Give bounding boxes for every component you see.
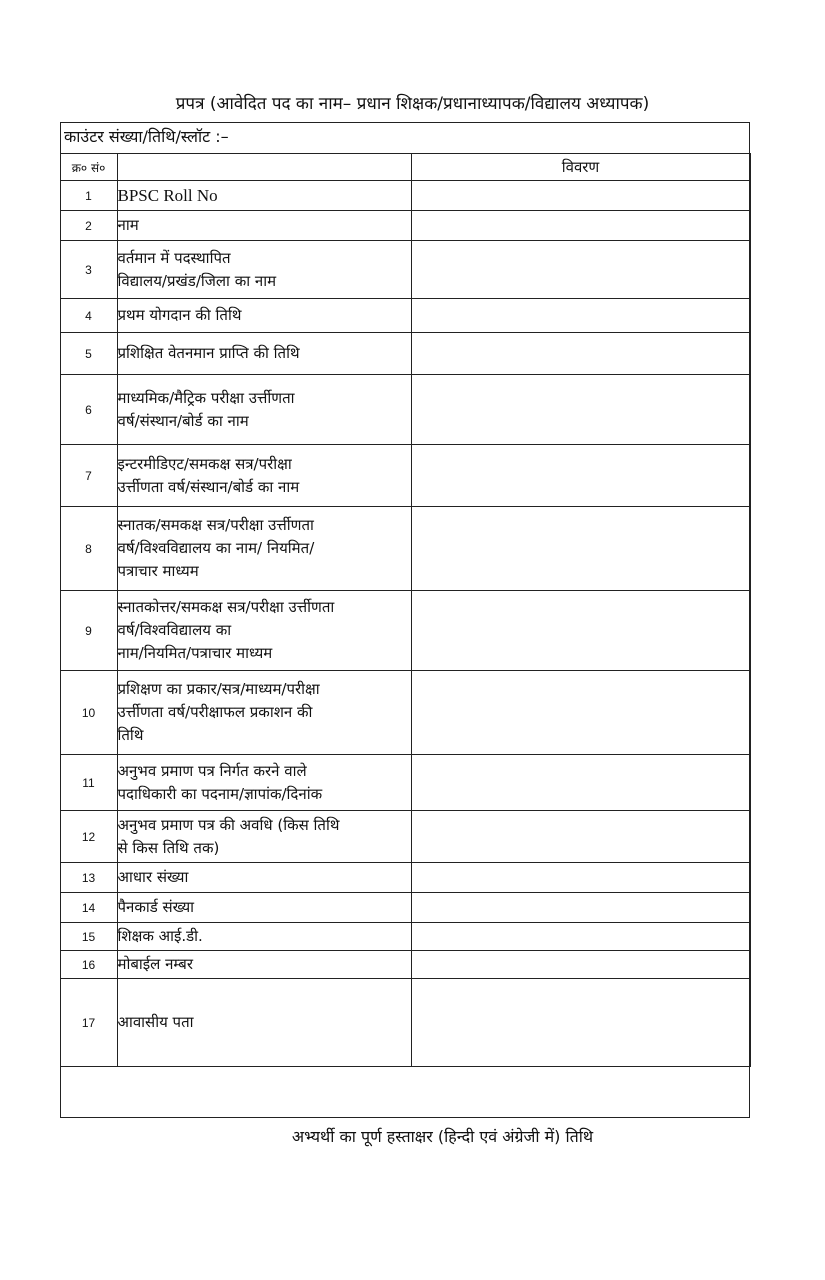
row-field-label: स्नातक/समकक्ष सत्र/परीक्षा उर्त्तीणता वर्ष/विश्वविद्यालय का नाम/ नियमित/ पत्राचार माध्यम (117, 507, 411, 591)
row-field-label: आधार संख्या (117, 863, 411, 893)
table-row (60, 893, 750, 923)
row-serial-number: 14 (60, 893, 117, 923)
row-field-label: इन्टरमीडिएट/समकक्ष सत्र/परीक्षा उर्त्तीणता वर्ष/संस्थान/बोर्ड का नाम (117, 445, 411, 507)
table-row (60, 863, 750, 893)
row-field-label: आवासीय पता (117, 979, 411, 1067)
field-label-header (117, 154, 411, 181)
details-table (60, 153, 751, 1067)
row-field-label: नाम (117, 211, 411, 241)
table-row (60, 333, 750, 375)
row-serial-number: 9 (60, 591, 117, 671)
row-value-cell[interactable] (411, 671, 750, 755)
row-field-label: पैनकार्ड संख्या (117, 893, 411, 923)
row-value-cell[interactable] (411, 211, 750, 241)
table-row (60, 811, 750, 863)
table-row (60, 671, 750, 755)
candidate-signature-line: अभ्यर्थी का पूर्ण हस्ताक्षर (हिन्दी एवं अंग्रेजी में) तिथि (291, 1127, 594, 1146)
row-value-cell[interactable] (411, 241, 750, 299)
row-serial-number: 15 (60, 923, 117, 951)
row-field-label: अनुभव प्रमाण पत्र निर्गत करने वाले पदाधिकारी का पदनाम/ज्ञापांक/दिनांक (117, 755, 411, 811)
table-row (60, 211, 750, 241)
table-row (60, 375, 750, 445)
row-value-cell[interactable] (411, 951, 750, 979)
row-value-cell[interactable] (411, 375, 750, 445)
row-value-cell[interactable] (411, 591, 750, 671)
row-value-cell[interactable] (411, 445, 750, 507)
row-value-cell[interactable] (411, 181, 750, 211)
row-serial-number: 5 (60, 333, 117, 375)
row-serial-number: 13 (60, 863, 117, 893)
row-value-cell[interactable] (411, 811, 750, 863)
row-value-cell[interactable] (411, 507, 750, 591)
row-field-label: माध्यमिक/मैट्रिक परीक्षा उर्त्तीणता वर्ष/संस्थान/बोर्ड का नाम (117, 375, 411, 445)
details-header: विवरण (411, 154, 750, 181)
row-value-cell[interactable] (411, 893, 750, 923)
row-serial-number: 8 (60, 507, 117, 591)
row-field-label: वर्तमान में पदस्थापित विद्यालय/प्रखंड/जिला का नाम (117, 241, 411, 299)
row-serial-number: 10 (60, 671, 117, 755)
row-serial-number: 16 (60, 951, 117, 979)
row-field-label: प्रथम योगदान की तिथि (117, 299, 411, 333)
row-serial-number: 6 (60, 375, 117, 445)
row-value-cell[interactable] (411, 863, 750, 893)
row-value-cell[interactable] (411, 299, 750, 333)
row-value-cell[interactable] (411, 755, 750, 811)
table-row (60, 507, 750, 591)
table-row (60, 241, 750, 299)
row-serial-number: 4 (60, 299, 117, 333)
row-field-label: शिक्षक आई.डी. (117, 923, 411, 951)
form-title: प्रपत्र (आवेदित पद का नाम– प्रधान शिक्षक/प्रधानाध्यापक/विद्यालय अध्यापक) (175, 94, 650, 114)
table-row (60, 979, 750, 1067)
row-field-label: स्नातकोत्तर/समकक्ष सत्र/परीक्षा उर्त्तीणता वर्ष/विश्वविद्यालय का नाम/नियमित/पत्राचार माध्यम (117, 591, 411, 671)
table-row (60, 591, 750, 671)
row-value-cell[interactable] (411, 923, 750, 951)
form-frame (60, 122, 750, 1118)
counter-slot-line: काउंटर संख्या/तिथि/स्लॉट :– (64, 127, 229, 146)
row-field-label: प्रशिक्षण का प्रकार/सत्र/माध्यम/परीक्षा उर्त्तीणता वर्ष/परीक्षाफल प्रकाशन की तिथि (117, 671, 411, 755)
row-serial-number: 12 (60, 811, 117, 863)
table-row (60, 951, 750, 979)
table-body (60, 181, 750, 1067)
row-serial-number: 3 (60, 241, 117, 299)
row-field-label: मोबाईल नम्बर (117, 951, 411, 979)
row-value-cell[interactable] (411, 979, 750, 1067)
row-field-label: अनुभव प्रमाण पत्र की अवधि (किस तिथि से किस तिथि तक) (117, 811, 411, 863)
table-row (60, 299, 750, 333)
row-serial-number: 7 (60, 445, 117, 507)
row-serial-number: 1 (60, 181, 117, 211)
serial-number-header: क्र० सं० (60, 154, 117, 181)
table-row (60, 923, 750, 951)
table-row (60, 755, 750, 811)
table-header-row (60, 154, 750, 181)
table-row (60, 445, 750, 507)
row-field-label: प्रशिक्षित वेतनमान प्राप्ति की तिथि (117, 333, 411, 375)
row-field-label: BPSC Roll No (117, 181, 411, 211)
row-serial-number: 17 (60, 979, 117, 1067)
table-row (60, 181, 750, 211)
row-serial-number: 11 (60, 755, 117, 811)
row-serial-number: 2 (60, 211, 117, 241)
row-value-cell[interactable] (411, 333, 750, 375)
